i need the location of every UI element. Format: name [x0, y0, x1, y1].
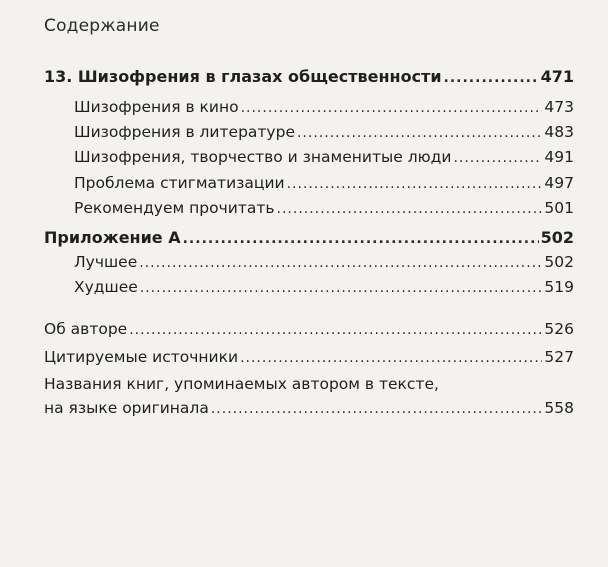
toc-page-number: 497 [544, 174, 574, 192]
toc-entry [44, 398, 574, 419]
toc-page-number: 502 [540, 228, 574, 247]
leader-dots [277, 199, 543, 219]
toc-page-number: 502 [544, 253, 574, 271]
toc-page-number: 558 [544, 399, 574, 417]
toc-entry [44, 319, 574, 340]
toc-entry-title-first-line [44, 374, 574, 394]
toc-entry-title: Приложение А [44, 228, 181, 247]
toc-entry [74, 122, 574, 143]
toc-entry-title: 13. Шизофрения в глазах общественности [44, 67, 442, 86]
leader-dots [241, 98, 543, 118]
toc-entry-title: Названия книг, упоминаемых автором в тексте, [44, 375, 439, 393]
toc-page-number: 519 [544, 278, 574, 296]
leader-dots [444, 68, 539, 88]
toc-entry-title: Худшее [74, 278, 138, 296]
toc-entry-title: на языке оригинала [44, 399, 209, 417]
toc-entry [74, 97, 574, 118]
leader-dots [453, 148, 542, 168]
leader-dots [211, 399, 543, 419]
toc-entry-title: Шизофрения в кино [74, 98, 239, 116]
toc-entry-title: Проблема стигматизации [74, 174, 285, 192]
toc-entry-title: Рекомендуем прочитать [74, 199, 275, 217]
toc-page-number: 526 [544, 320, 574, 338]
toc-page-number: 471 [540, 67, 574, 86]
toc-entry [74, 173, 574, 194]
toc-entry-title: Шизофрения, творчество и знаменитые люди [74, 148, 452, 166]
toc-entry-chapter-13 [44, 67, 574, 88]
toc-entry [44, 347, 574, 368]
toc-entry-title: Цитируемые источники [44, 348, 239, 366]
toc-entry [74, 252, 574, 273]
leader-dots [140, 278, 543, 298]
toc-page-number: 483 [544, 123, 574, 141]
leader-dots [183, 229, 539, 249]
running-head: Содержание [44, 16, 160, 36]
toc-entry-title: Лучшее [74, 253, 138, 271]
toc-entry-appendix-a [44, 228, 574, 249]
toc-page-number: 527 [544, 348, 574, 366]
leader-dots [297, 123, 542, 143]
toc-entry [74, 198, 574, 219]
leader-dots [240, 348, 542, 368]
leader-dots [287, 174, 543, 194]
leader-dots [139, 253, 542, 273]
toc-entry [74, 277, 574, 298]
toc-entry-title: Об авторе [44, 320, 128, 338]
toc-page-number: 491 [544, 148, 574, 166]
toc-entry [74, 147, 574, 168]
toc-page-number: 473 [544, 98, 574, 116]
toc-page-number: 501 [544, 199, 574, 217]
leader-dots [129, 320, 542, 340]
toc-entry-title: Шизофрения в литературе [74, 123, 295, 141]
